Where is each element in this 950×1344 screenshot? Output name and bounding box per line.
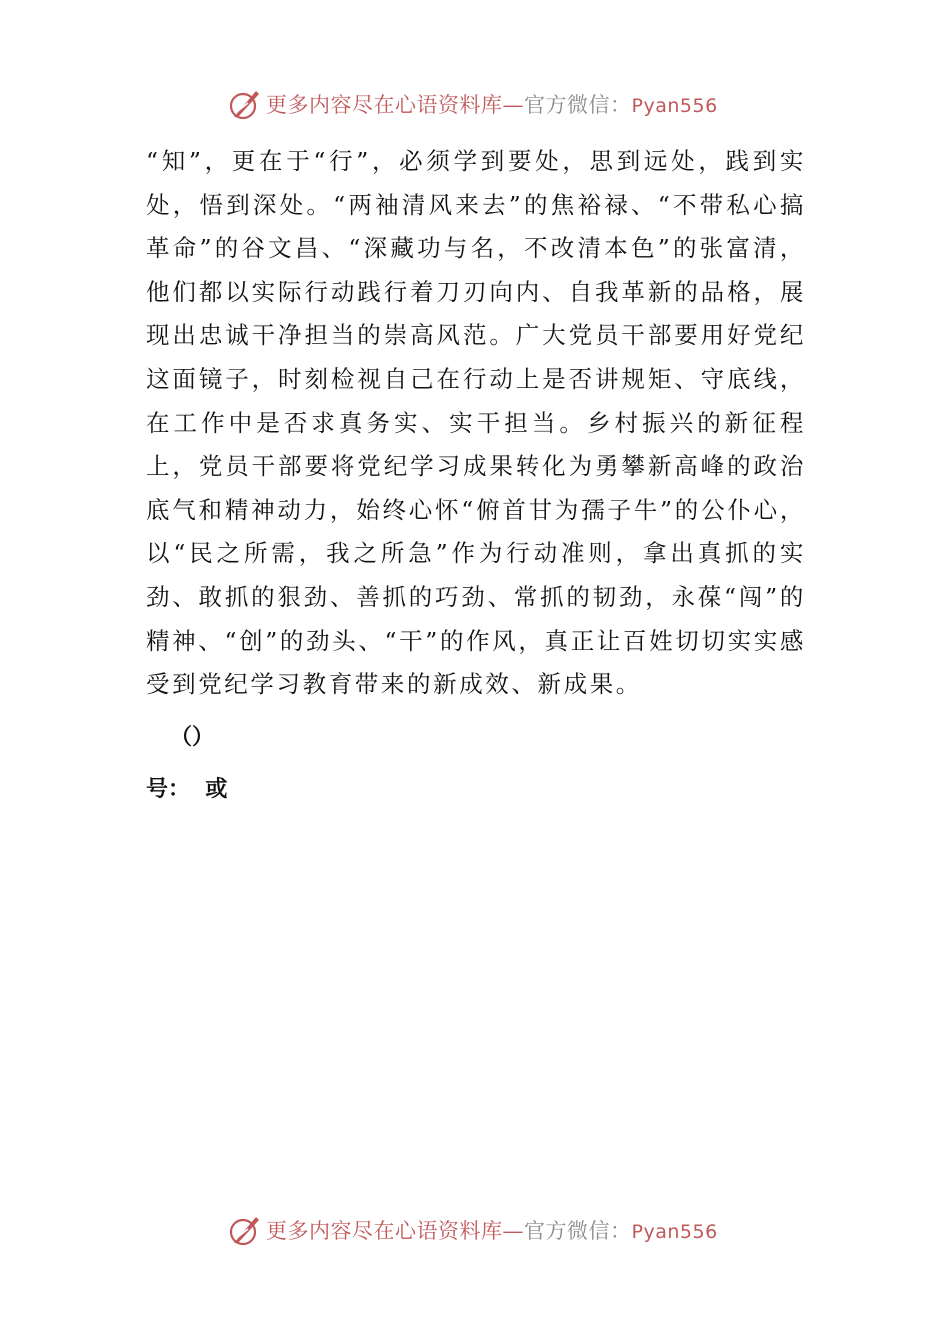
paragraph-text: “知”，更在于“行”，必须学到要处，思到远处，践到实处，悟到深处。“两袖清风来去”的焦裕禄、“不带私心搞革命”的谷文昌、“深藏功与名，不改清本色”的张富清，他们都以实际行动践行着刀刃向内、自我革新的品格，展现出忠诚干净担当的崇高风范。广大党员干部要用好党纪这面镜子，时刻检视自己在行动上是否讲规矩、守底线，在工作中是否求真务实、实干担当。乡村振兴的新征程上，党员干部要将党纪学习成果转化为勇攀新高峰的政治底气和精神动力，始终心怀“俯首甘为孺子牛”的公仆心，以“民之所需，我之所急”作为行动准则，拿出真抓的实劲、敢抓的狠劲、善抓的巧劲、常抓的韧劲，永葆“闯”的精神、“创”的劲头、“干”的作风，真正让百姓切切实实感受到党纪学习教育带来的新成效、新成果。	[146, 147, 806, 699]
hao-line: 号： 或	[146, 777, 228, 802]
footer-dash: —	[502, 1219, 524, 1243]
footer-banner	[228, 1212, 748, 1248]
header-wechat-id: Pyan556	[631, 95, 718, 117]
parenthesis-line: （）	[170, 725, 215, 750]
quill-pen-icon	[228, 87, 262, 121]
header-site: 更多内容尽在心语资料库	[266, 93, 503, 117]
footer-text	[266, 1215, 718, 1245]
main-paragraph	[146, 140, 806, 707]
footer-site: 更多内容尽在心语资料库	[266, 1219, 503, 1243]
header-dash: —	[502, 93, 524, 117]
footer-wechat-label: 官方微信：	[524, 1219, 632, 1243]
quill-pen-icon	[228, 1213, 262, 1247]
footer-wechat-id: Pyan556	[631, 1221, 718, 1243]
header-wechat-label: 官方微信：	[524, 93, 632, 117]
header-text	[266, 89, 718, 119]
header-banner	[228, 86, 748, 122]
